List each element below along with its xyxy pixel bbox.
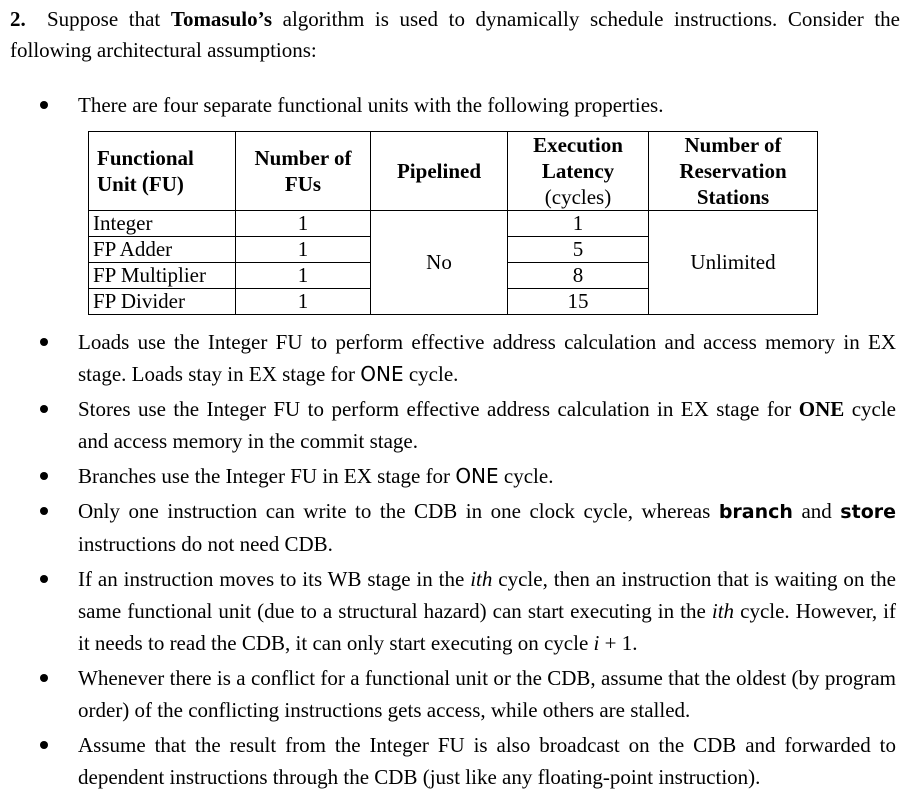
header-number-of-fus: Number of FUs [236, 132, 371, 211]
question-rest: algorithm is used to dynamically schedule instructions. Consider the following architectural assumptions: [10, 7, 900, 62]
header-latency-line1: Execution [533, 133, 623, 157]
bullet-text-end: cycle and access memory in the commit stage. [78, 397, 897, 453]
bullet-text: There are four separate functional units with the following properties. [78, 93, 664, 117]
table-row [89, 211, 818, 237]
bullet-text: Loads use the Integer FU to perform effective address calculation and access memory in EX stage. Loads stay in EX stage for [78, 330, 896, 386]
bullet-integer-cdb [0, 729, 916, 793]
bullet-text-end: cycle. [498, 464, 554, 488]
cell-count: 1 [236, 237, 371, 263]
bullet-icon [40, 674, 48, 682]
header-pipelined: Pipelined [371, 132, 508, 211]
bullet-icon [40, 338, 48, 346]
bullet-text: If an instruction moves to its WB stage in the [78, 567, 471, 591]
bullet-icon [40, 101, 48, 109]
bullet-conflict [0, 662, 916, 726]
bullet-italic: i [593, 631, 600, 655]
bullet-loads [0, 326, 916, 390]
bullet-icon [40, 472, 48, 480]
cell-latency: 5 [508, 237, 649, 263]
cell-count: 1 [236, 263, 371, 289]
header-latency-line3: (cycles) [544, 185, 612, 209]
cell-latency: 8 [508, 263, 649, 289]
cell-reservation-stations: Unlimited [649, 211, 818, 315]
bullet-text: Only one instruction can write to the CDB in one clock cycle, whereas [78, 499, 719, 523]
cell-unit: FP Adder [89, 237, 236, 263]
cell-unit: FP Multiplier [89, 263, 236, 289]
cell-unit: Integer [89, 211, 236, 237]
question-number: 2. [10, 7, 26, 31]
bullet-text-end: instructions do not need CDB. [78, 532, 333, 556]
bullet-emphasis-store: store [840, 501, 896, 523]
assumptions-bullet-list [0, 326, 916, 796]
bullet-functional-units [0, 90, 916, 120]
header-execution-latency [508, 132, 649, 211]
bullet-emphasis: ONE [455, 464, 499, 488]
bullet-icon [40, 575, 48, 583]
question-intro: Suppose that [46, 7, 171, 31]
bullet-text-end: cycle. [403, 362, 459, 386]
bullet-wb-stage [0, 563, 916, 659]
bullet-branches [0, 460, 916, 492]
bullet-text-mid: and [792, 499, 841, 523]
cell-count: 1 [236, 211, 371, 237]
question-bold-term: Tomasulo’s [170, 7, 273, 31]
header-functional-unit: Functional Unit (FU) [89, 132, 236, 211]
bullet-emphasis: ONE [360, 362, 404, 386]
bullet-stores [0, 393, 916, 457]
bullet-icon [40, 507, 48, 515]
bullet-cdb [0, 495, 916, 560]
bullet-italic: ith [470, 567, 493, 591]
bullet-italic: ith [711, 599, 735, 623]
bullet-text: Stores use the Integer FU to perform effective address calculation in EX stage for [78, 397, 799, 421]
cell-latency: 15 [508, 289, 649, 315]
cell-count: 1 [236, 289, 371, 315]
bullet-text: Whenever there is a conflict for a functional unit or the CDB, assume that the oldest (by program order) of the conflicting instructions gets access, while others are stalled. [78, 666, 896, 722]
table-header-row [89, 132, 818, 211]
bullet-emphasis: ONE [798, 397, 845, 421]
intro-bullet-list [0, 90, 916, 120]
cell-pipelined: No [371, 211, 508, 315]
functional-units-table [88, 131, 818, 315]
bullet-text: cycle. However, if it needs to read the CDB, it can only start executing on cycle [78, 599, 896, 655]
bullet-text: Assume that the result from the Integer FU is also broadcast on the CDB and forwarded to dependent instructions through the CDB (just like any floating-point instruction). [78, 733, 896, 789]
bullet-text: cycle, then an instruction that is waiting on the same functional unit (due to a structural hazard) can start executing in the [78, 567, 896, 623]
bullet-emphasis-branch: branch [718, 501, 793, 523]
cell-unit: FP Divider [89, 289, 236, 315]
header-latency-line2: Latency [541, 159, 615, 183]
bullet-text: Branches use the Integer FU in EX stage for [78, 464, 456, 488]
bullet-icon [40, 741, 48, 749]
cell-latency: 1 [508, 211, 649, 237]
bullet-icon [40, 405, 48, 413]
question-text [10, 4, 900, 66]
header-reservation-stations: Number of Reservation Stations [649, 132, 818, 211]
bullet-text-end: + 1. [599, 631, 638, 655]
